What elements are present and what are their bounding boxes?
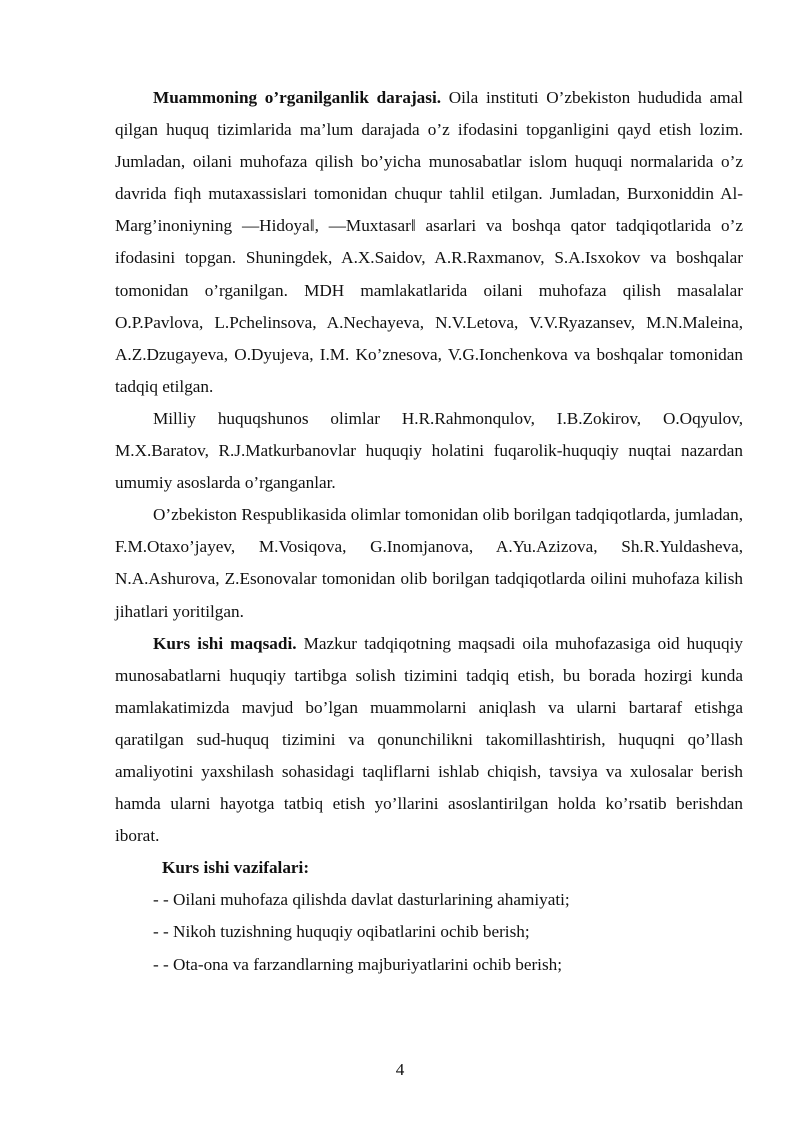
paragraph-research-degree <box>115 82 743 403</box>
paragraph-lead-bold: Muammoning o’rganilganlik darajasi. <box>153 88 442 107</box>
document-page <box>115 82 743 981</box>
task-item: - - Oilani muhofaza qilishda davlat dasturlarining ahamiyati; <box>153 890 570 910</box>
paragraph-national-scholars <box>115 403 743 499</box>
paragraph-text: Milliy huquqshunos olimlar H.R.Rahmonqulov, I.B.Zokirov, O.Oqyulov, M.X.Baratov, R.J.Matkurbanovlar huquqiy holatini fuqarolik-huquqiy nuqtai nazardan umumiy asoslarda o’rganganlar. <box>115 408 743 493</box>
tasks-heading: Kurs ishi vazifalari: <box>162 858 310 878</box>
task-item: - - Nikoh tuzishning huquqiy oqibatlarini ochib berish; <box>153 922 530 942</box>
paragraph-uzbek-research <box>115 499 743 627</box>
task-item: - - Ota-ona va farzandlarning majburiyatlarini ochib berish; <box>153 954 563 974</box>
paragraph-text: O’zbekiston Respublikasida olimlar tomonidan olib borilgan tadqiqotlarda, jumladan, F.M.Otaxo’jayev, M.Vosiqova, G.Inomjanova, A.Yu.Azizova, Sh.R.Yuldasheva, N.A.Ashurova, Z.Esonovalar tomonidan olib borilgan tadqiqotlarda oilini muhofaza kilish jihatlari yoritilgan. <box>115 505 743 621</box>
paragraph-lead-bold: Kurs ishi maqsadi. <box>153 633 297 653</box>
paragraph-text: Oila instituti O’zbekiston hududida amal qilgan huquq tizimlarida ma’lum darajada o’z ifodasini topganligini qayd etish lozim. Jumladan, oilani muhofaza qilish bo’yicha munosabatlar islom huquqi normalarida o’z davrida fiqh mutaxassislari tomonidan chuqur tahlil etilgan. Jumladan, Burxoniddin Al-Marg’inoniyning ―Hidoya‖, ―Muxtasar‖ asarlari va boshqa qator tadqiqotlarida o’z ifodasini topgan. Shuningdek, A.X.Saidov, A.R.Raxmanov, S.A.Isxokov va boshqalar tomonidan o’rganilgan. MDH mamlakatlarida oilani muhofaza qilish masalalar O.P.Pavlova, L.Pchelinsova, A.Nechayeva, N.V.Letova, V.V.Ryazansev, M.N.Maleina, A.Z.Dzugayeva, O.Dyujeva, I.M. Ko’znesova, V.G.Ionchenkova va boshqalar tomonidan tadqiq etilgan. <box>115 88 743 396</box>
paragraph-text: Mazkur tadqiqotning maqsadi oila muhofazasiga oid huquqiy munosabatlarni huquqiy tartibga solish tizimini tadqiq etish, bu borada hozirgi kunda mamlakatimizda mavjud bo’lgan muammolarni aniqlash va ularni bartaraf etishga qaratilgan sud-huquq tizimini va qonunchilikni takomillashtirish, huquqni qo’llash amaliyotini yaxshilash sohasidagi taqliflarni ishlab chiqish, tavsiya va xulosalar berish hamda ularni hayotga tatbiq etish yo’llarini asoslantirilgan holda ko’rsatib berishdan iborat. <box>115 633 743 846</box>
paragraph-course-goal <box>115 628 743 853</box>
page-number: 4 <box>395 1060 405 1079</box>
